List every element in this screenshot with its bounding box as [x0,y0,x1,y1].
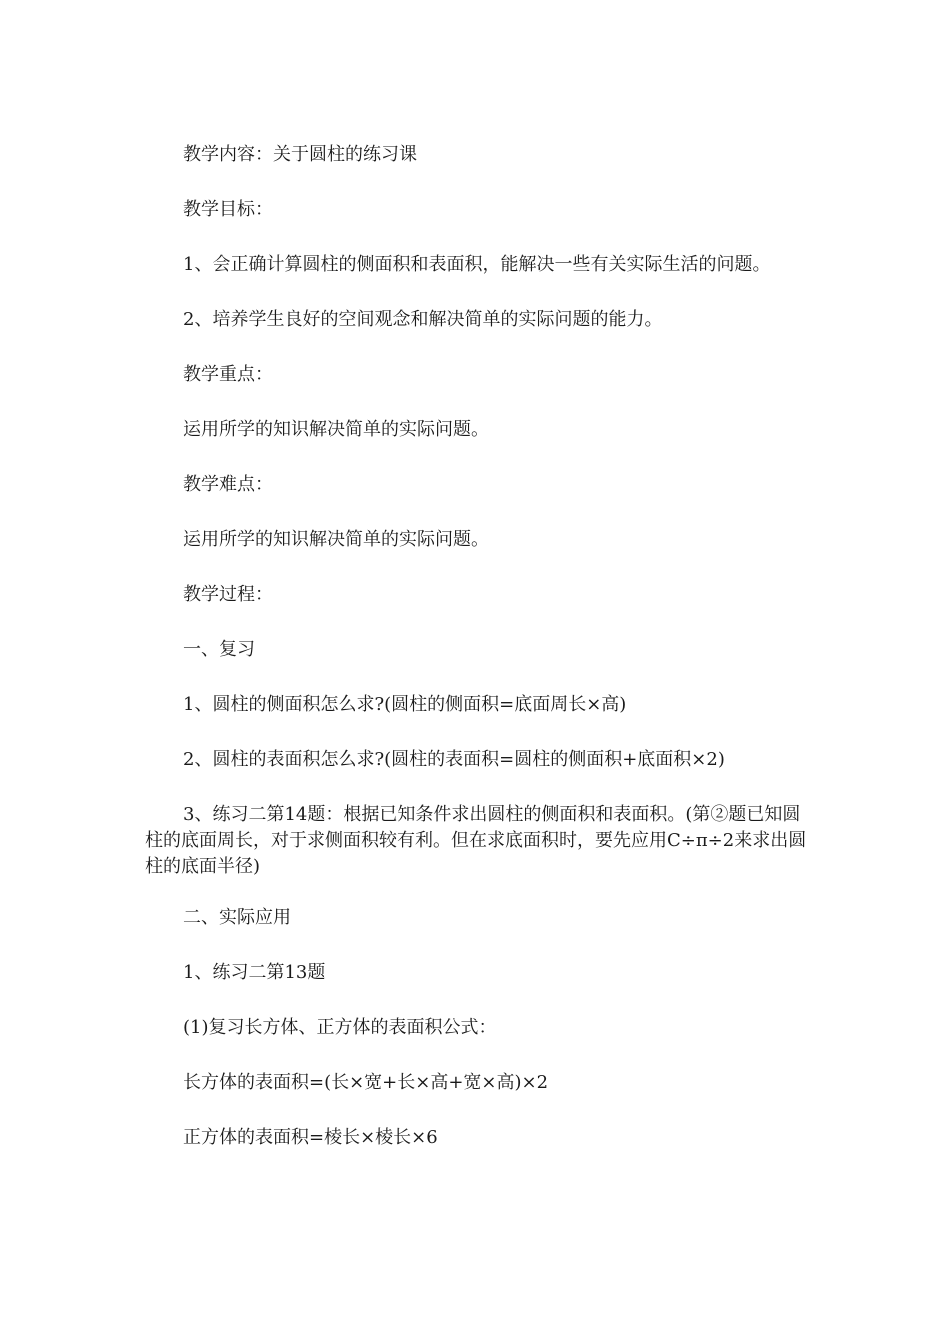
objective-1: 1、会正确计算圆柱的侧面积和表面积，能解决一些有关实际生活的问题。 [183,254,771,275]
key-points-text: 运用所学的知识解决简单的实际问题。 [183,419,489,440]
review-item-1: 1、圆柱的侧面积怎么求?(圆柱的侧面积=底面周长×高) [183,694,627,715]
section-application-heading: 二、实际应用 [183,907,291,928]
objectives-heading: 教学目标： [183,199,273,220]
key-points-heading: 教学重点： [183,364,273,385]
objective-2: 2、培养学生良好的空间观念和解决简单的实际问题的能力。 [183,309,663,330]
difficulties-text: 运用所学的知识解决简单的实际问题。 [183,529,489,550]
lesson-content: 教学内容：关于圆柱的练习课 [183,144,417,165]
process-heading: 教学过程： [183,584,273,605]
application-subitem-1: (1)复习长方体、正方体的表面积公式： [183,1017,497,1038]
review-item-2: 2、圆柱的表面积怎么求?(圆柱的表面积=圆柱的侧面积+底面积×2) [183,749,725,770]
section-review-heading: 一、复习 [183,639,255,660]
cube-formula: 正方体的表面积=棱长×棱长×6 [183,1127,438,1148]
cuboid-formula: 长方体的表面积=(长×宽+长×高+宽×高)×2 [183,1072,549,1093]
difficulties-heading: 教学难点： [183,474,273,495]
review-item-3: 3、练习二第14题：根据已知条件求出圆柱的侧面积和表面积。(第②题已知圆柱的底面周长，对于求侧面积较有利。但在求底面积时，要先应用C÷π÷2来求出圆柱的底面半径) [145,804,807,877]
application-item-1: 1、练习二第13题 [183,962,326,983]
